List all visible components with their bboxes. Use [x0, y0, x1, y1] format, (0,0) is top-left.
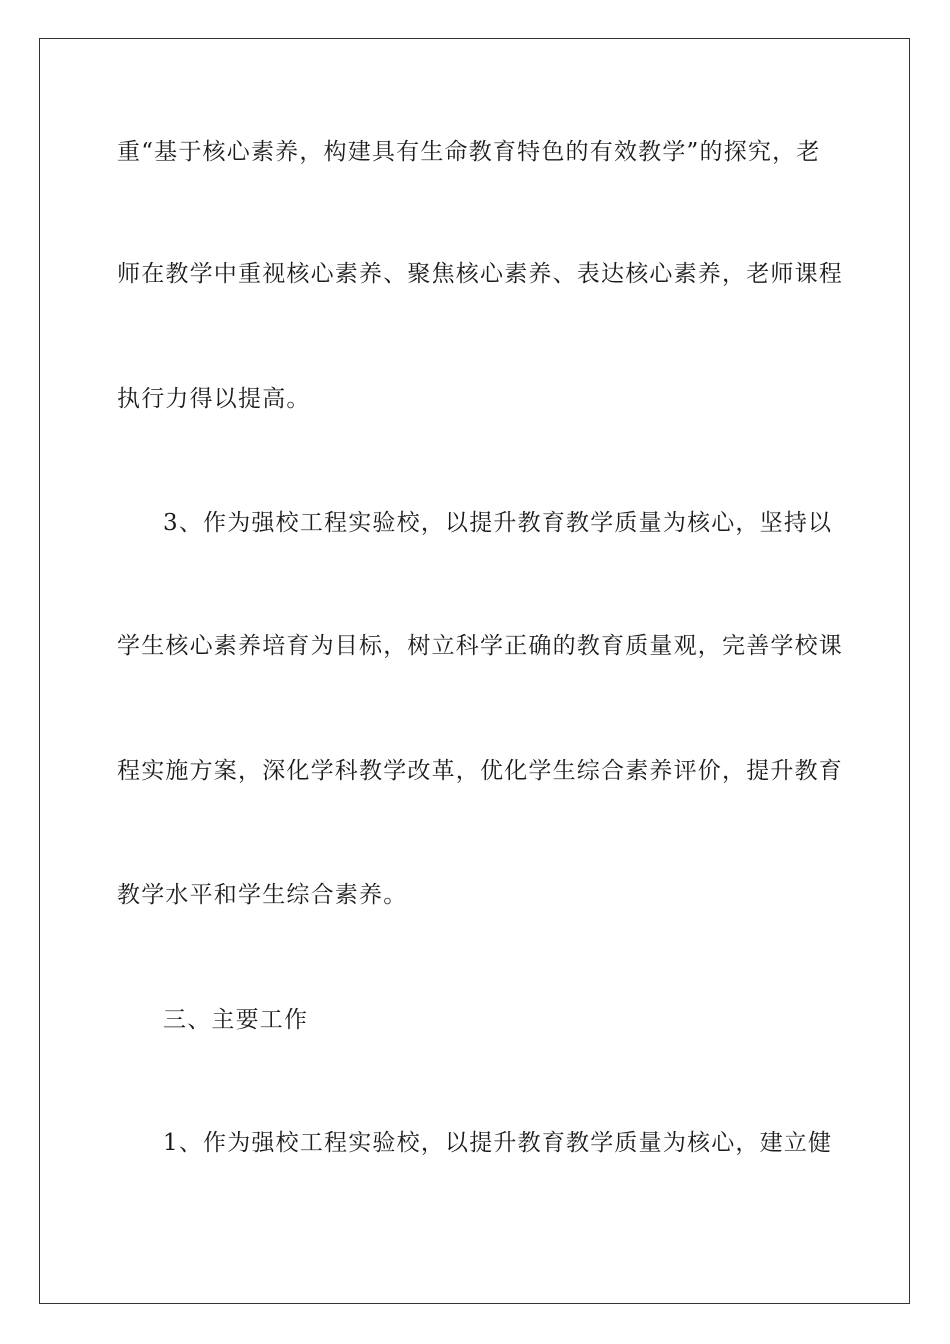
paragraph-line: 程实施方案，深化学科教学改革，优化学生综合素养评价，提升教育 — [117, 758, 843, 784]
section-heading: 三、主要工作 — [163, 1007, 309, 1033]
paragraph-line: 教学水平和学生综合素养。 — [117, 882, 408, 908]
paragraph-line: 执行力得以提高。 — [117, 386, 311, 412]
paragraph-line: 重“基于核心素养，构建具有生命教育特色的有效教学”的探究，老 — [117, 139, 821, 165]
page-border — [39, 38, 910, 1304]
paragraph-line: 学生核心素养培育为目标，树立科学正确的教育质量观，完善学校课 — [117, 633, 843, 659]
paragraph-line: 师在教学中重视核心素养、聚焦核心素养、表达核心素养，老师课程 — [117, 261, 843, 287]
paragraph-line: 1、作为强校工程实验校，以提升教育教学质量为核心，建立健 — [163, 1130, 833, 1156]
paragraph-line: 3、作为强校工程实验校，以提升教育教学质量为核心，坚持以 — [163, 510, 833, 536]
